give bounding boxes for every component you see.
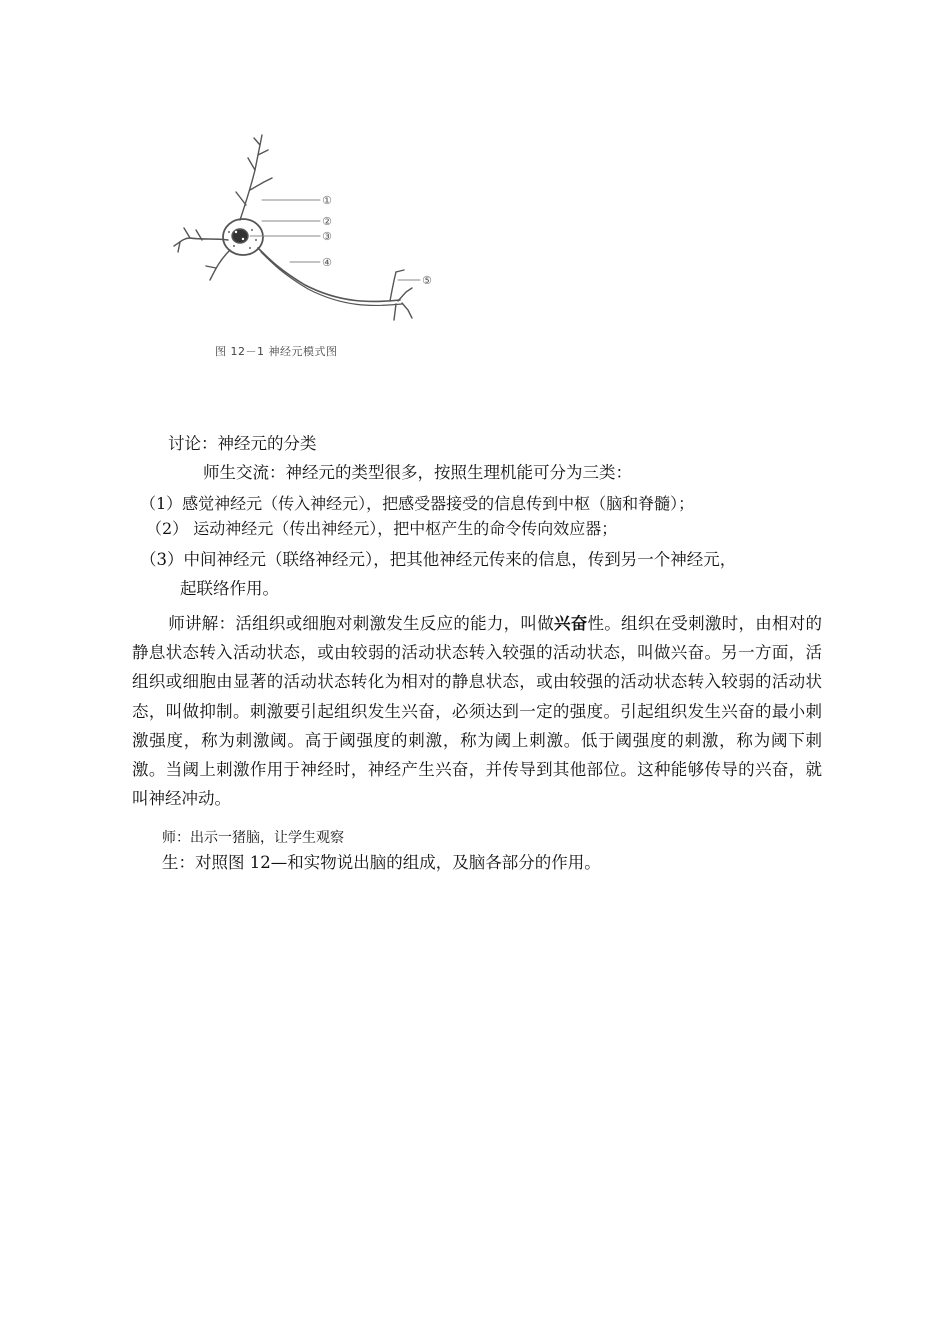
label-2: ②: [322, 215, 332, 228]
list-item-1: （1）感觉神经元（传入神经元），把感受器接受的信息传到中枢（脑和脊髓）；: [140, 494, 695, 513]
keyword-excitation: 兴奋: [553, 614, 588, 633]
list-item-3: （3）中间神经元（联络神经元），把其他神经元传来的信息，传到另一个神经元，: [140, 550, 737, 569]
nucleus: [232, 229, 248, 243]
exchange-line: 师生交流：神经元的类型很多，按照生理机能可分为三类：: [203, 463, 632, 482]
list-item-2: （2） 运动神经元（传出神经元），把中枢产生的命令传向效应器；: [146, 519, 618, 538]
lecture-text-rest: 性。组织在受刺激时，由相对的静息状态转入活动状态，或由较弱的活动状态转入较强的活动状态，叫做兴奋。另一方面，活组织或细胞由显著的活动状态转化为相对的静息状态，或由较强的活动状态转入较弱的活动状态，叫做抑制。刺激要引起组织发生兴奋，必须达到一定的强度。引起组织发生兴奋的最小刺激强度，称为刺激阈。高于阈强度的刺激，称为阈上刺激。低于阈强度的刺激，称为阈下刺激。当阈上刺激作用于神经时，神经产生兴奋，并传导到其他部位。这种能够传导的兴奋，就叫神经冲动。: [132, 614, 823, 809]
neuron-figure: [140, 120, 460, 370]
lecture-text-start: 师讲解：活组织或细胞对刺激发生反应的能力，叫做: [168, 614, 554, 633]
label-1: ①: [322, 194, 332, 207]
neuron-diagram: [140, 120, 460, 370]
student-task: 生：对照图 12—和实物说出脑的组成，及脑各部分的作用。: [162, 853, 601, 872]
list-item-3-cont: 起联络作用。: [180, 579, 279, 598]
figure-caption: 图 12－1 神经元模式图: [215, 345, 338, 358]
discussion-heading: 讨论：神经元的分类: [168, 434, 317, 453]
label-4: ④: [322, 256, 332, 269]
dendrite-top: [240, 135, 262, 220]
label-5: ⑤: [422, 274, 432, 287]
lecture-paragraph: [132, 609, 822, 813]
label-3: ③: [322, 230, 332, 243]
teacher-demo: 师：出示一猪脑，让学生观察: [162, 830, 344, 846]
